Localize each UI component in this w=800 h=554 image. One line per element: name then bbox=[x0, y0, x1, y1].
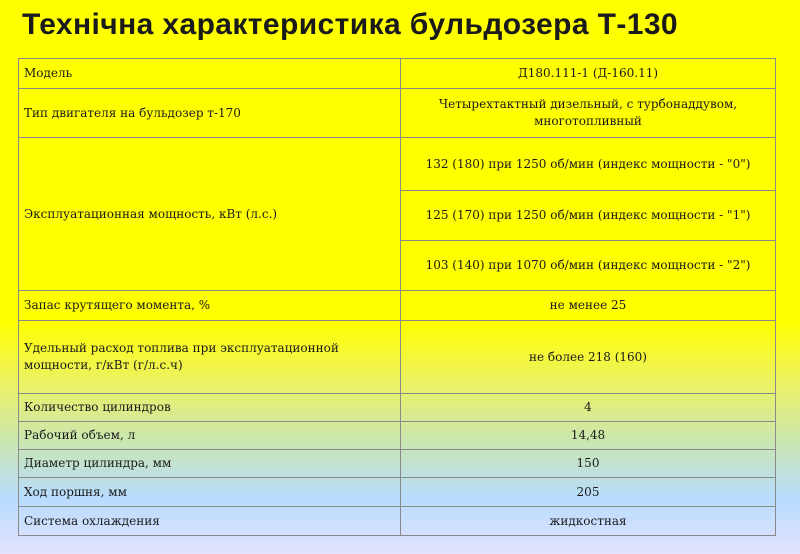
row-value-torque-reserve: не менее 25 bbox=[401, 291, 776, 321]
row-label-stroke: Ход поршня, мм bbox=[19, 478, 401, 507]
row-label-bore: Диаметр цилиндра, мм bbox=[19, 450, 401, 478]
row-value-stroke: 205 bbox=[401, 478, 776, 507]
table-row bbox=[19, 89, 776, 138]
row-label-fuel-consumption: Удельный расход топлива при эксплуатационной мощности, г/кВт (г/л.с.ч) bbox=[19, 321, 401, 394]
table-row bbox=[19, 291, 776, 321]
row-label-engine-type: Тип двигателя на бульдозер т-170 bbox=[19, 89, 401, 138]
table-row bbox=[19, 59, 776, 89]
table-row bbox=[19, 507, 776, 536]
row-value-power-1: 125 (170) при 1250 об/мин (индекс мощности - "1") bbox=[401, 191, 776, 241]
row-value-model: Д180.111-1 (Д-160.11) bbox=[401, 59, 776, 89]
row-value-power-2: 103 (140) при 1070 об/мин (индекс мощности - "2") bbox=[401, 241, 776, 291]
row-label-power: Эксплуатационная мощность, кВт (л.с.) bbox=[19, 138, 401, 291]
row-label-cooling: Система охлаждения bbox=[19, 507, 401, 536]
table-row bbox=[19, 138, 776, 191]
row-label-model: Модель bbox=[19, 59, 401, 89]
row-value-fuel-consumption: не более 218 (160) bbox=[401, 321, 776, 394]
row-value-power-0: 132 (180) при 1250 об/мин (индекс мощности - "0") bbox=[401, 138, 776, 191]
table-row bbox=[19, 394, 776, 422]
table-row bbox=[19, 422, 776, 450]
page-title: Технічна характеристика бульдозера Т-130 bbox=[22, 8, 679, 41]
row-label-displacement: Рабочий объем, л bbox=[19, 422, 401, 450]
table-row bbox=[19, 321, 776, 394]
row-value-bore: 150 bbox=[401, 450, 776, 478]
row-label-torque-reserve: Запас крутящего момента, % bbox=[19, 291, 401, 321]
table-row bbox=[19, 450, 776, 478]
row-value-engine-type: Четырехтактный дизельный, с турбонаддувом, многотопливный bbox=[401, 89, 776, 138]
row-label-cylinders: Количество цилиндров bbox=[19, 394, 401, 422]
row-value-cylinders: 4 bbox=[401, 394, 776, 422]
row-value-cooling: жидкостная bbox=[401, 507, 776, 536]
row-value-displacement: 14,48 bbox=[401, 422, 776, 450]
spec-table bbox=[18, 58, 776, 536]
table-row bbox=[19, 478, 776, 507]
